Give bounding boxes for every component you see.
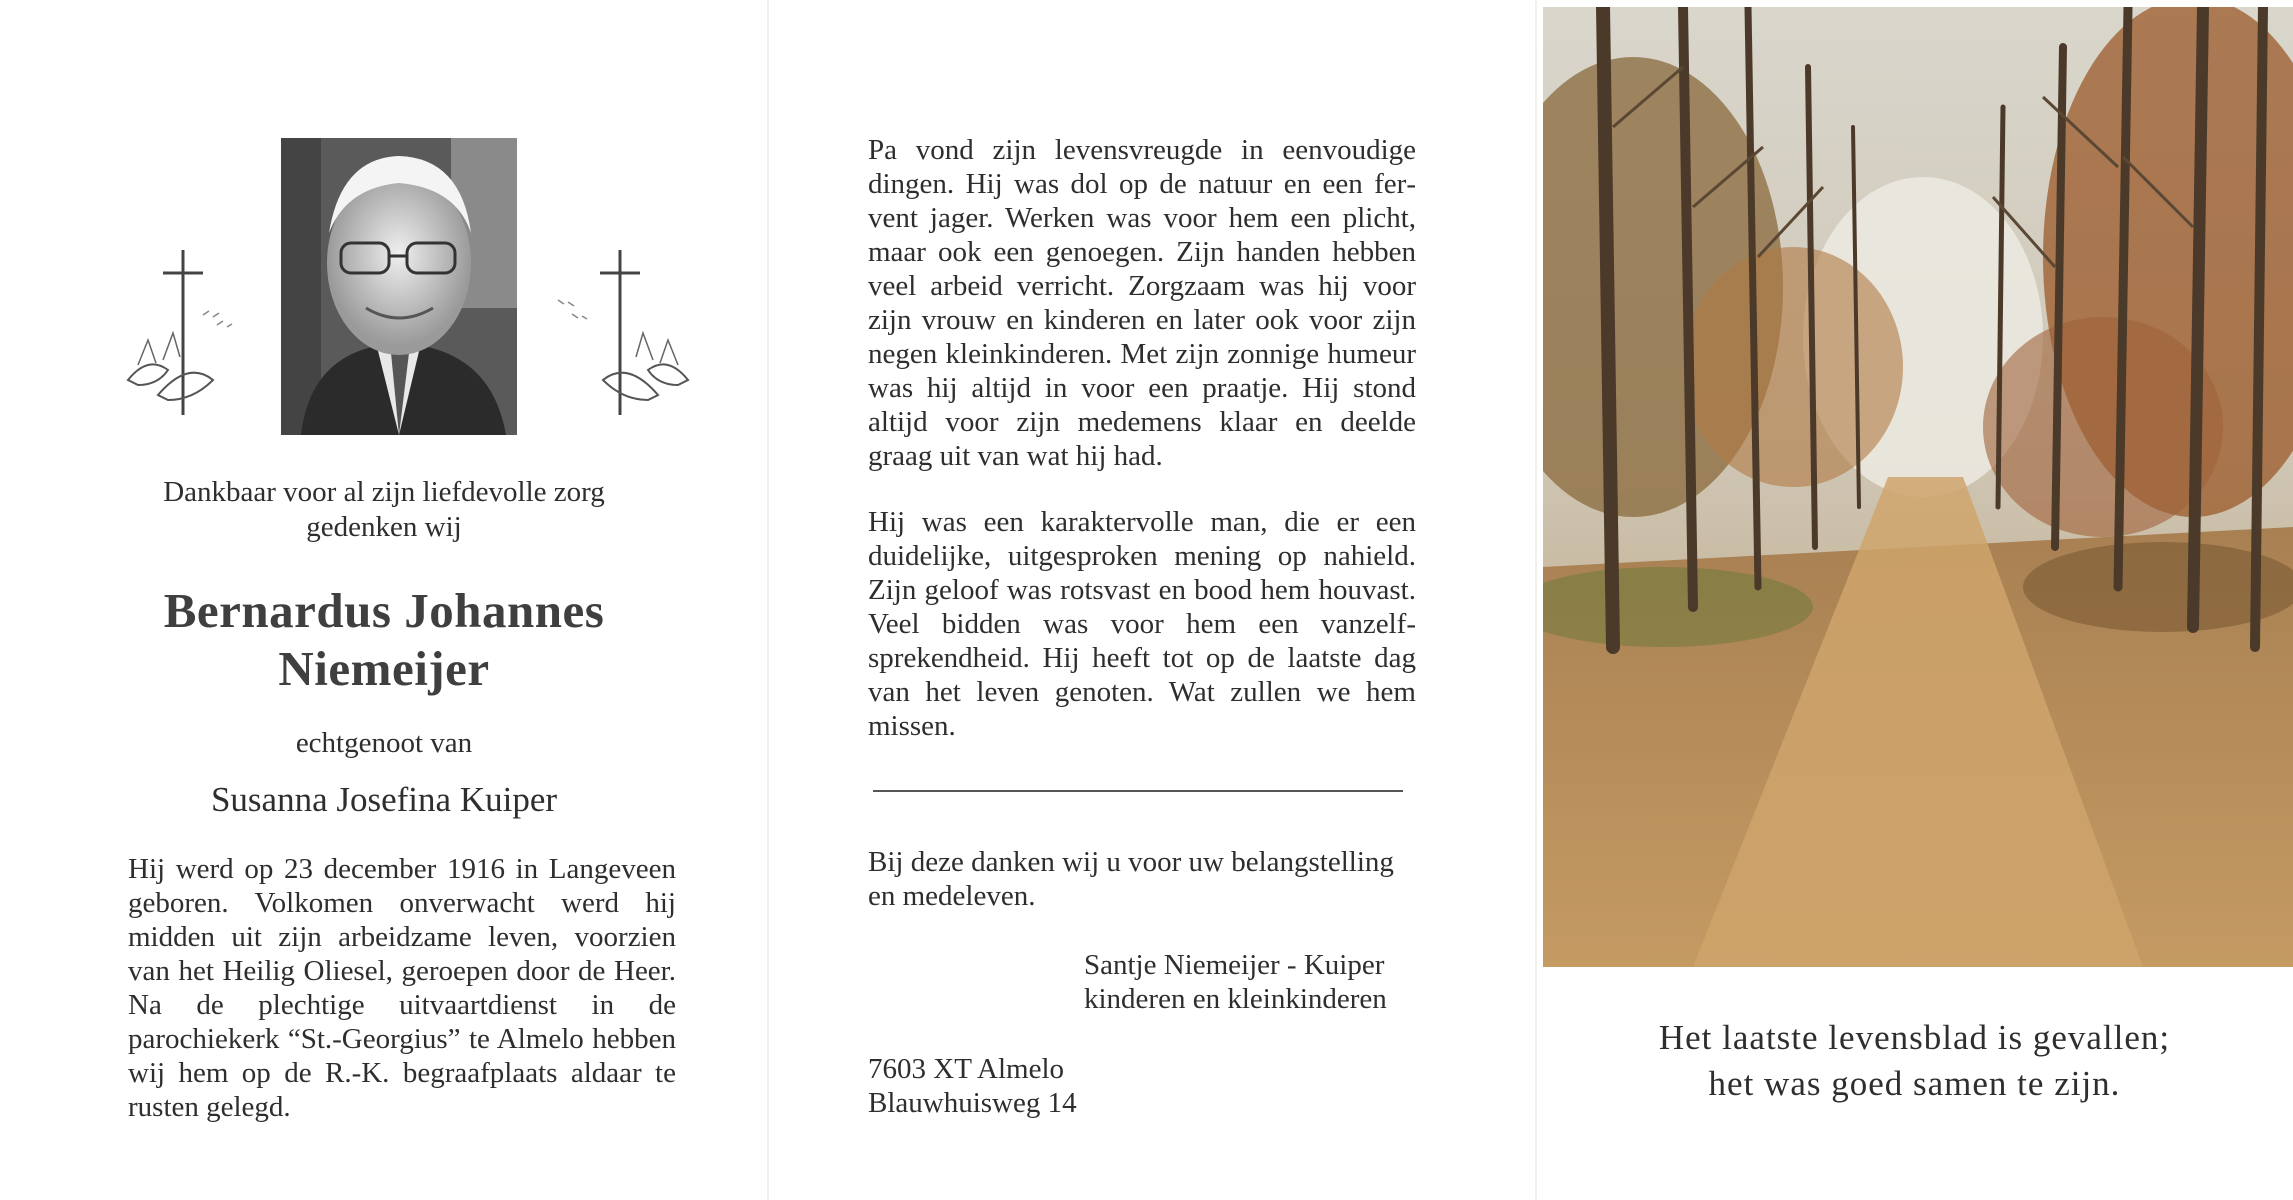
address-line: Blauwhuisweg 14 [868,1087,1077,1119]
address [868,1052,1077,1120]
thanks-paragraph: Bij deze danken wij u voor uw belangstelling en medeleven. [868,846,1394,912]
deceased-name [0,582,768,698]
left-panel [0,0,768,1200]
name-line: Bernardus Johannes [163,583,605,638]
cross-with-doves-icon [118,245,268,425]
name-line: Niemeijer [278,641,490,696]
right-panel [1536,0,2293,1200]
cross-with-doves-icon [548,245,698,425]
character-paragraph-1: Pa vond zijn levensvreugde in eenvoudige dingen. Hij was dol op de natuur en een fervent jager. Werken was voor hem een plicht, maar ook een genoegen. Zijn handen hebben veel arbeid verricht. Zorgzaam was hij voor zijn vrouw en kinderen en later ook voor zijn negen kleinkinderen. Met zijn zonnige humeur was hij altijd in voor een praatje. Hij stond altijd voor zijn medemens klaar en deelde graag uit van wat hij had. [868,134,1416,472]
poem-text [1536,1015,2293,1107]
intro-line: gedenken wij [306,511,462,543]
character-paragraph-2: Hij was een karaktervolle man, die er een duidelijke, uitgesproken mening op nahield. Zijn geloof was rotsvast en bood hem houvast. Veel bidden was voor hem een vanzelfsprekendheid. Hij heeft tot op de laatste dag van het leven genoten. Wat zullen we hem missen. [868,506,1416,742]
divider-line [873,790,1403,792]
address-line: 7603 XT Almelo [868,1053,1065,1085]
autumn-forest-photo [1543,7,2293,967]
intro-line: Dankbaar voor al zijn liefdevolle zorg [163,476,605,508]
poem-line: Het laatste levensblad is gevallen; [1658,1018,2171,1057]
signature-line: kinderen en kleinkinderen [1084,983,1387,1015]
signature-line: Santje Niemeijer - Kuiper [1084,949,1385,981]
middle-panel [768,0,1536,1200]
poem-line: het was goed samen te zijn. [1708,1064,2121,1103]
spouse-name: Susanna Josefina Kuiper [210,780,558,819]
portrait-photo [281,138,517,435]
intro-text [0,475,768,545]
signature [1084,948,1387,1016]
biography-paragraph: Hij werd op 23 december 1916 in Langeveen geboren. Volkomen onverwacht werd hij midden uit zijn arbeidzame leven, voorzien van het Heilig Oliesel, geroepen door de Heer. Na de plechtige uitvaartdienst in de parochiekerk “St.-Georgius” te Almelo hebben wij hem op de R.-K. begraafplaats aldaar te rusten gelegd. [128,853,676,1123]
spouse-label: echtgenoot van [295,727,473,759]
